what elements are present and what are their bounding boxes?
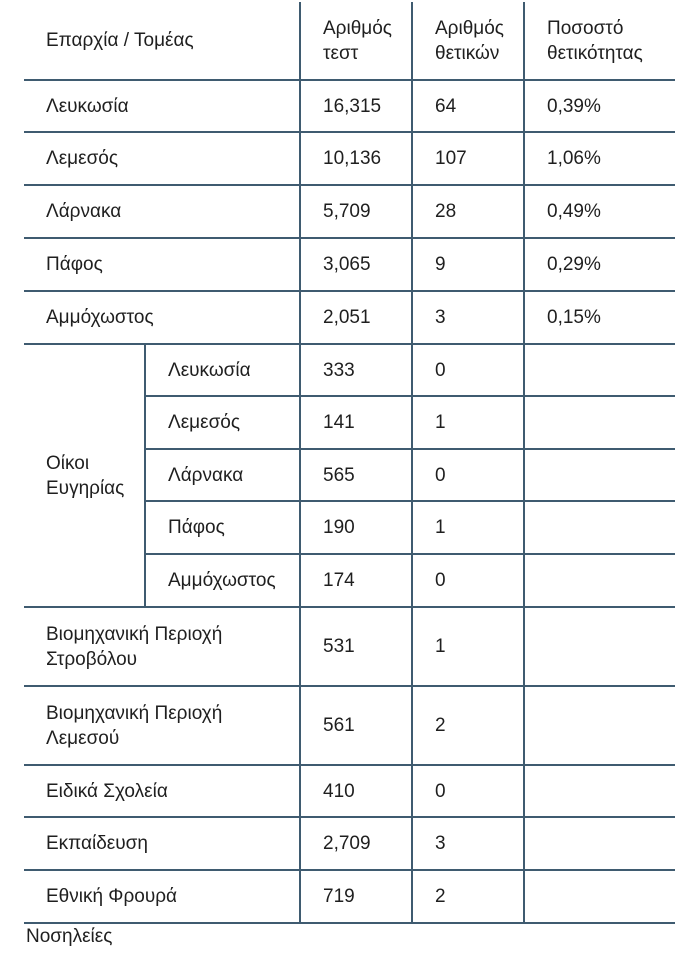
care-home-tests: 174 xyxy=(300,554,412,607)
district-tests: 10,136 xyxy=(300,132,412,185)
sector-name: Ειδικά Σχολεία xyxy=(24,765,300,817)
table-row xyxy=(24,686,675,765)
care-home-rate xyxy=(524,449,675,501)
header-positives xyxy=(412,2,524,80)
care-home-positives: 0 xyxy=(412,554,524,607)
table-row xyxy=(24,291,675,344)
district-tests: 5,709 xyxy=(300,185,412,238)
district-rate: 0,39% xyxy=(524,80,675,132)
sector-name: Εθνική Φρουρά xyxy=(24,870,300,923)
header-rate-line1: Ποσοστό xyxy=(547,17,624,39)
table-row xyxy=(24,344,675,396)
district-name: Λάρνακα xyxy=(24,185,300,238)
sector-name xyxy=(24,686,300,765)
district-positives: 107 xyxy=(412,132,524,185)
sector-positives: 3 xyxy=(412,817,524,870)
district-name: Αμμόχωστος xyxy=(24,291,300,344)
sector-positives: 2 xyxy=(412,686,524,765)
district-rate: 0,15% xyxy=(524,291,675,344)
care-home-district: Λάρνακα xyxy=(145,449,300,501)
sector-name-line2: Στροβόλου xyxy=(46,648,138,670)
care-home-positives: 1 xyxy=(412,501,524,554)
sector-rate xyxy=(524,765,675,817)
sector-name xyxy=(24,607,300,686)
district-rate: 1,06% xyxy=(524,132,675,185)
table-row xyxy=(24,80,675,132)
care-home-district: Λευκωσία xyxy=(145,344,300,396)
district-positives: 28 xyxy=(412,185,524,238)
care-home-rate xyxy=(524,396,675,449)
header-positives-line2: θετικών xyxy=(435,42,500,64)
care-home-positives: 1 xyxy=(412,396,524,449)
header-positives-line1: Αριθμός xyxy=(435,17,504,39)
care-home-tests: 141 xyxy=(300,396,412,449)
district-positives: 3 xyxy=(412,291,524,344)
testing-results-table xyxy=(24,2,675,924)
header-tests xyxy=(300,2,412,80)
header-rate xyxy=(524,2,675,80)
district-name: Πάφος xyxy=(24,238,300,291)
table-row xyxy=(24,238,675,291)
header-tests-line1: Αριθμός xyxy=(323,17,392,39)
sector-positives: 2 xyxy=(412,870,524,923)
header-tests-line2: τεστ xyxy=(323,42,359,64)
table-row xyxy=(24,765,675,817)
sector-name-line1: Βιομηχανική Περιοχή xyxy=(46,623,223,645)
table-row xyxy=(24,870,675,923)
table-row xyxy=(24,607,675,686)
care-home-district: Λεμεσός xyxy=(145,396,300,449)
sector-tests: 531 xyxy=(300,607,412,686)
sector-positives: 1 xyxy=(412,607,524,686)
district-name: Λευκωσία xyxy=(24,80,300,132)
sector-rate xyxy=(524,686,675,765)
sector-tests: 2,709 xyxy=(300,817,412,870)
header-row xyxy=(24,2,675,80)
care-home-rate xyxy=(524,344,675,396)
header-rate-line2: θετικότητας xyxy=(547,42,643,64)
care-home-district: Αμμόχωστος xyxy=(145,554,300,607)
care-homes-label-line1: Οίκοι xyxy=(46,452,90,474)
hospitalizations-heading: Νοσηλείες xyxy=(26,926,113,947)
sector-name-line1: Βιομηχανική Περιοχή xyxy=(46,702,223,724)
district-positives: 64 xyxy=(412,80,524,132)
care-home-tests: 190 xyxy=(300,501,412,554)
table-row xyxy=(24,132,675,185)
sector-rate xyxy=(524,817,675,870)
care-home-positives: 0 xyxy=(412,449,524,501)
sector-name-line2: Λεμεσού xyxy=(46,727,120,749)
sector-positives: 0 xyxy=(412,765,524,817)
care-home-rate xyxy=(524,501,675,554)
district-tests: 2,051 xyxy=(300,291,412,344)
sector-name: Εκπαίδευση xyxy=(24,817,300,870)
sector-rate xyxy=(524,870,675,923)
sector-tests: 561 xyxy=(300,686,412,765)
district-tests: 16,315 xyxy=(300,80,412,132)
header-region: Επαρχία / Τομέας xyxy=(24,2,300,80)
care-home-positives: 0 xyxy=(412,344,524,396)
table-row xyxy=(24,185,675,238)
district-rate: 0,49% xyxy=(524,185,675,238)
table-row xyxy=(24,817,675,870)
sector-rate xyxy=(524,607,675,686)
care-homes-label xyxy=(24,344,145,607)
care-home-district: Πάφος xyxy=(145,501,300,554)
care-home-tests: 565 xyxy=(300,449,412,501)
district-tests: 3,065 xyxy=(300,238,412,291)
sector-tests: 719 xyxy=(300,870,412,923)
care-homes-label-line2: Ευγηρίας xyxy=(46,477,125,499)
district-name: Λεμεσός xyxy=(24,132,300,185)
district-positives: 9 xyxy=(412,238,524,291)
care-home-rate xyxy=(524,554,675,607)
sector-tests: 410 xyxy=(300,765,412,817)
care-home-tests: 333 xyxy=(300,344,412,396)
district-rate: 0,29% xyxy=(524,238,675,291)
